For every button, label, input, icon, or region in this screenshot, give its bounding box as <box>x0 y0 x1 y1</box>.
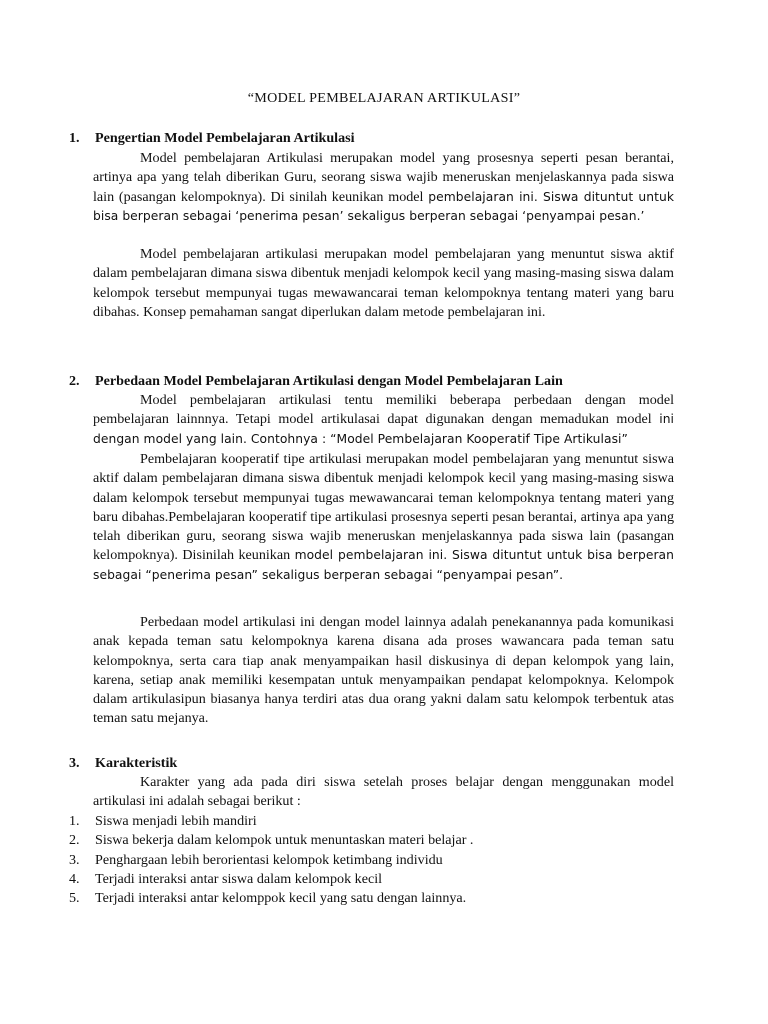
section-1-heading <box>69 129 355 148</box>
list-item: 1. Siswa menjadi lebih mandiri <box>69 813 257 829</box>
list-item: 3. Penghargaan lebih berorientasi kelompok ketimbang individu <box>69 851 443 868</box>
section-title: Perbedaan Model Pembelajaran Artikulasi dengan Model Pembelajaran Lain <box>95 373 563 389</box>
section-3-heading <box>69 754 177 773</box>
characteristics-list <box>69 812 473 908</box>
document-title: “MODEL PEMBELAJARAN ARTIKULASI” <box>247 90 521 106</box>
section-1-paragraph-1: Model pembelajaran Artikulasi merupakan model yang prosesnya seperti pesan berantai, artinya apa yang telah diberikan Guru, seorang siswa wajib meneruskan menjelaskannya pada siswa lain (pasangan kelompoknya). Di sinilah keunikan model pembelajaran ini. Siswa dituntut untuk bisa berperan sebagai ‘penerima pesan’ sekaligus berperan sebagai ‘penyampai pesan.’ <box>93 150 674 223</box>
section-3-paragraph-1: Karakter yang ada pada diri siswa setelah proses belajar dengan menggunakan model artikulasi ini adalah sebagai berikut : <box>93 774 674 810</box>
section-2-paragraph-1: Model pembelajaran artikulasi tentu memiliki beberapa perbedaan dengan model pembelajaran lainnnya. Tetapi model artikulasai dapat digunakan dengan memadukan model ini dengan model yang lain. Contohnya : “Model Pembelajaran Kooperatif Tipe Artikulasi” <box>93 392 675 446</box>
section-title: Karakteristik <box>95 755 178 771</box>
section-2-paragraph-3: Perbedaan model artikulasi ini dengan model lainnya adalah penekanannya pada komunikasi anak kepada teman satu kelompoknya karena disana ada proses wawancara pada teman satu kelompoknya, serta cara tiap anak menyampaikan hasil diskusinya di depan kelompok yang lain, karena, setiap anak memiliki kesempatan untuk menyampaikan pendapat kelompoknya. Kelompok dalam artikulasipun biasanya hanya terdiri atas dua orang yakni dalam satu kelompok terbentuk atas teman satu mejanya. <box>93 614 674 727</box>
section-title: Pengertian Model Pembelajaran Artikulasi <box>95 130 355 146</box>
section-number: 2. <box>69 373 80 389</box>
section-2-paragraph-2: Pembelajaran kooperatif tipe artikulasi merupakan model pembelajaran yang menuntut siswa aktif dalam pembelajaran dimana siswa dibentuk menjadi kelompok kecil yang masing-masing siswa dalam kelompok tersebut mempunyai tugas mewawancarai teman kelompoknya tentang materi yang baru dibahas.Pembelajaran kooperatif tipe artikulasi prosesnya seperti pesan berantai, artinya apa yang telah diberikan guru, seorang siswa wajib meneruskan menjelaskannya pada siswa lain (pasangan kelompoknya). Disinilah keunikan model pembelajaran ini. Siswa dituntut untuk bisa berperan sebagai “penerima pesan” sekaligus berperan sebagai “penyampai pesan”. <box>93 451 674 582</box>
section-number: 1. <box>69 130 80 146</box>
section-1-paragraph-2: Model pembelajaran artikulasi merupakan model pembelajaran yang menuntut siswa aktif dalam pembelajaran dimana siswa dibentuk menjadi kelompok kecil yang masing-masing siswa dalam kelompok tersebut mempunyai tugas mewawancarai teman kelompoknya tentang materi yang baru dibahas. Konsep pemahaman sangat diperlukan dalam metode pembelajaran ini. <box>93 246 674 320</box>
section-number: 3. <box>69 755 80 771</box>
section-2-heading <box>69 372 563 391</box>
list-item: 4. Terjadi interaksi antar siswa dalam kelompok kecil <box>69 870 383 887</box>
list-item: 2. Siswa bekerja dalam kelompok untuk menuntaskan materi belajar . <box>69 832 474 849</box>
list-item: 5. Terjadi interaksi antar kelomppok kecil yang satu dengan lainnya. <box>69 890 467 907</box>
